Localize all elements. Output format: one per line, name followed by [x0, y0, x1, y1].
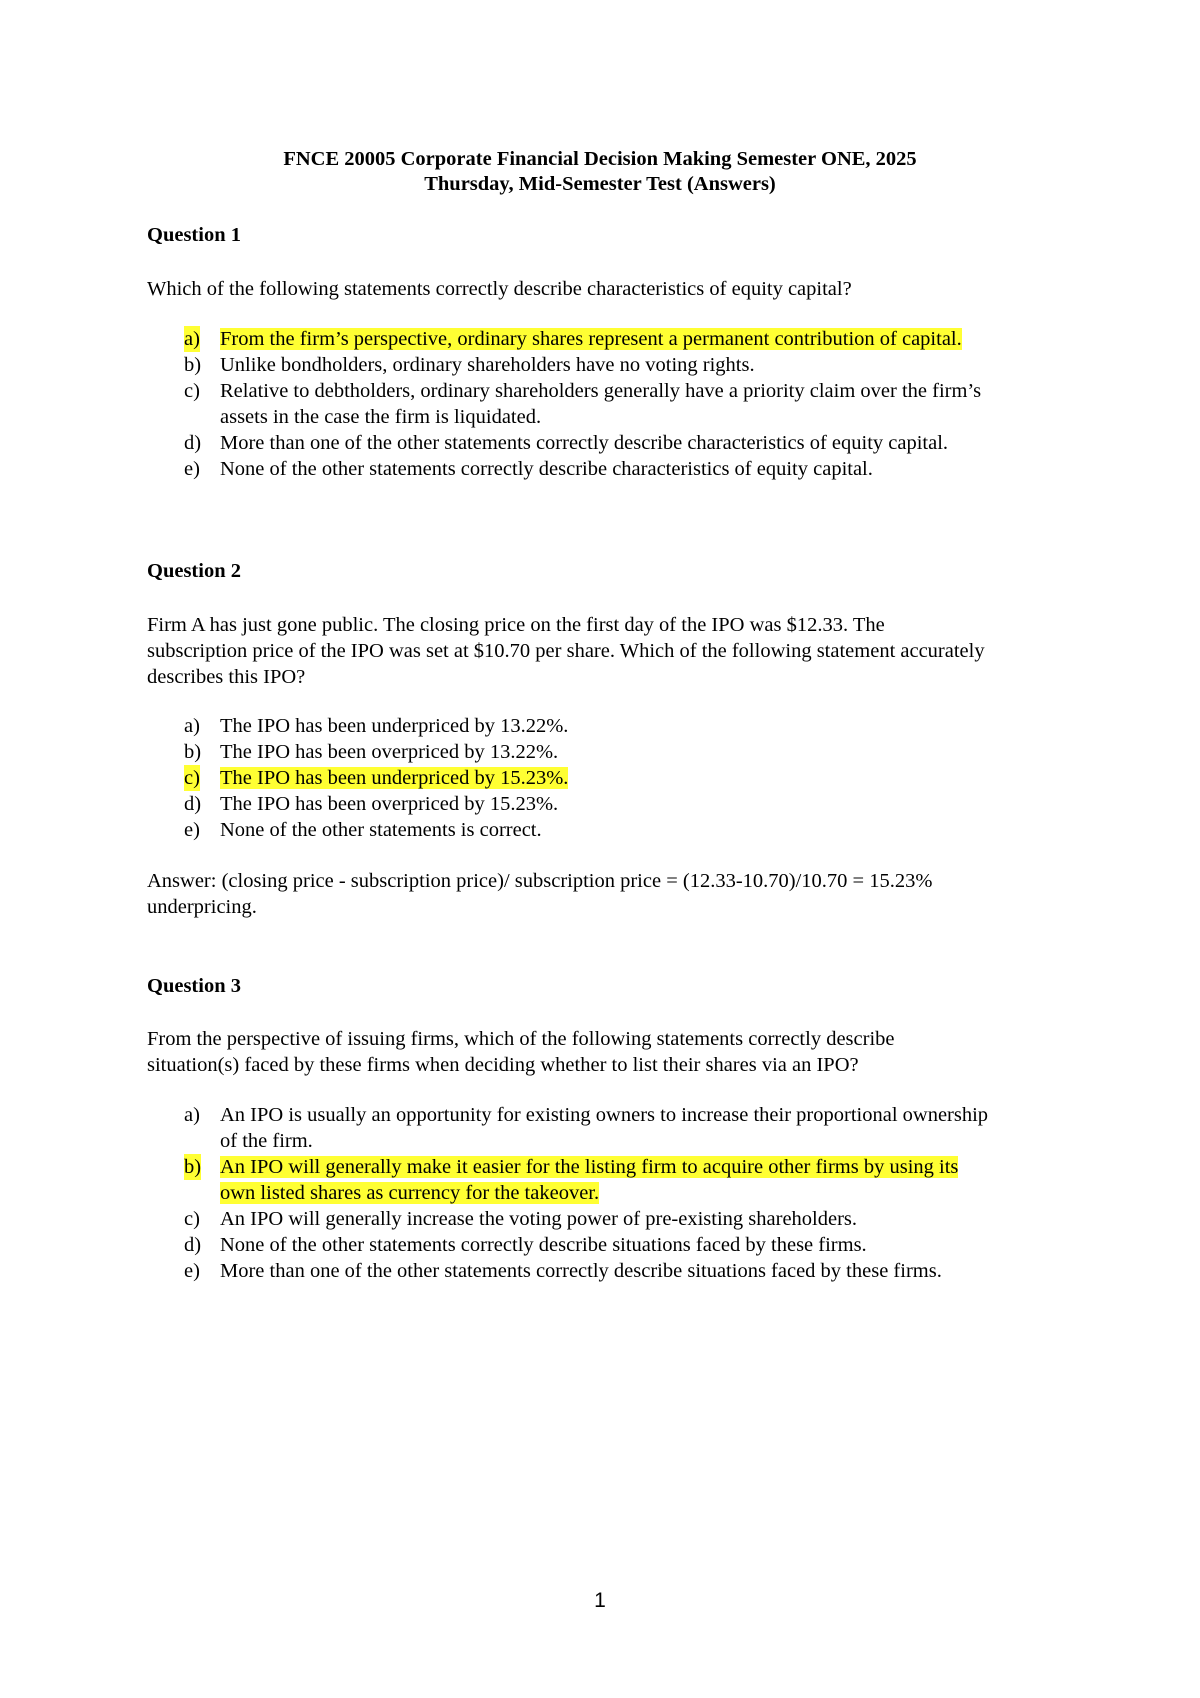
title-line-1: FNCE 20005 Corporate Financial Decision Making Semester ONE, 2025 — [283, 148, 917, 170]
option-letter: d) — [184, 793, 202, 815]
question-1-options — [184, 326, 1084, 482]
option-letter: c) — [184, 380, 200, 402]
question-2-option-d — [184, 791, 1084, 817]
question-2-option-a — [184, 713, 1084, 739]
option-text: More than one of the other statements correctly describe situations faced by these firms. — [220, 1260, 942, 1282]
question-3-option-a — [184, 1102, 1084, 1154]
question-2-heading: Question 2 — [147, 560, 241, 582]
option-text: None of the other statements correctly describe characteristics of equity capital. — [220, 458, 873, 480]
prompt-line: Firm A has just gone public. The closing price on the first day of the IPO was $12.33. The — [147, 614, 885, 636]
option-letter: a) — [184, 1104, 200, 1126]
prompt-line: From the perspective of issuing firms, which of the following statements correctly describe — [147, 1028, 895, 1050]
option-text: Relative to debtholders, ordinary shareholders generally have a priority claim over the firm’s — [220, 380, 982, 402]
question-3-heading: Question 3 — [147, 975, 241, 997]
option-text: The IPO has been overpriced by 15.23%. — [220, 793, 559, 815]
option-letter: e) — [184, 458, 200, 480]
question-1-option-b — [184, 352, 1084, 378]
option-text: assets in the case the firm is liquidated. — [220, 406, 542, 428]
question-2-option-b — [184, 739, 1084, 765]
question-2-option-c — [184, 765, 1084, 791]
question-3-options — [184, 1102, 1084, 1284]
title-line-2: Thursday, Mid-Semester Test (Answers) — [424, 173, 776, 195]
page-number: 1 — [594, 1589, 606, 1612]
question-3-prompt — [147, 1026, 1067, 1078]
prompt-line: describes this IPO? — [147, 666, 306, 688]
prompt-line: situation(s) faced by these firms when deciding whether to list their shares via an IPO? — [147, 1054, 859, 1076]
question-3-option-e — [184, 1258, 1084, 1284]
question-2-options — [184, 713, 1084, 843]
document-title — [0, 147, 1200, 197]
answer-line: Answer: (closing price - subscription price)/ subscription price = (12.33-10.70)/10.70 = 15.23% — [147, 870, 933, 892]
option-text: More than one of the other statements correctly describe characteristics of equity capital. — [220, 432, 949, 454]
answer-line: underpricing. — [147, 896, 257, 918]
option-letter: b) — [184, 354, 202, 376]
question-3-option-d — [184, 1232, 1084, 1258]
option-text: An IPO is usually an opportunity for existing owners to increase their proportional ownership — [220, 1104, 989, 1126]
option-text: None of the other statements correctly describe situations faced by these firms. — [220, 1234, 867, 1256]
question-1-option-e — [184, 456, 1084, 482]
option-letter: d) — [184, 1234, 202, 1256]
question-1-option-c — [184, 378, 1084, 430]
question-2-answer — [147, 868, 1067, 920]
prompt-line: subscription price of the IPO was set at $10.70 per share. Which of the following statement accurately — [147, 640, 985, 662]
option-letter: e) — [184, 1260, 200, 1282]
option-letter: d) — [184, 432, 202, 454]
option-text: None of the other statements is correct. — [220, 819, 542, 841]
option-text: The IPO has been underpriced by 13.22%. — [220, 715, 569, 737]
prompt-line: Which of the following statements correctly describe characteristics of equity capital? — [147, 278, 852, 300]
question-2-option-e — [184, 817, 1084, 843]
option-letter: c) — [184, 1208, 200, 1230]
option-text: The IPO has been underpriced by 15.23%. — [220, 767, 569, 789]
question-1-heading: Question 1 — [147, 224, 241, 246]
question-2-prompt — [147, 612, 1067, 690]
question-3-option-b — [184, 1154, 1084, 1206]
question-1-prompt — [147, 276, 1067, 302]
option-letter: a) — [184, 328, 200, 350]
option-letter: b) — [184, 741, 202, 763]
option-letter: c) — [184, 767, 200, 789]
option-text: The IPO has been overpriced by 13.22%. — [220, 741, 559, 763]
option-text: own listed shares as currency for the takeover. — [220, 1182, 600, 1204]
option-text: Unlike bondholders, ordinary shareholders have no voting rights. — [220, 354, 755, 376]
option-text: From the firm’s perspective, ordinary shares represent a permanent contribution of capital. — [220, 328, 962, 350]
option-text: An IPO will generally make it easier for the listing firm to acquire other firms by using its — [220, 1156, 959, 1178]
option-letter: b) — [184, 1156, 202, 1178]
option-letter: e) — [184, 819, 200, 841]
question-3-option-c — [184, 1206, 1084, 1232]
option-letter: a) — [184, 715, 200, 737]
option-text: An IPO will generally increase the voting power of pre-existing shareholders. — [220, 1208, 858, 1230]
question-1-option-d — [184, 430, 1084, 456]
option-text: of the firm. — [220, 1130, 313, 1152]
question-1-option-a — [184, 326, 1084, 352]
